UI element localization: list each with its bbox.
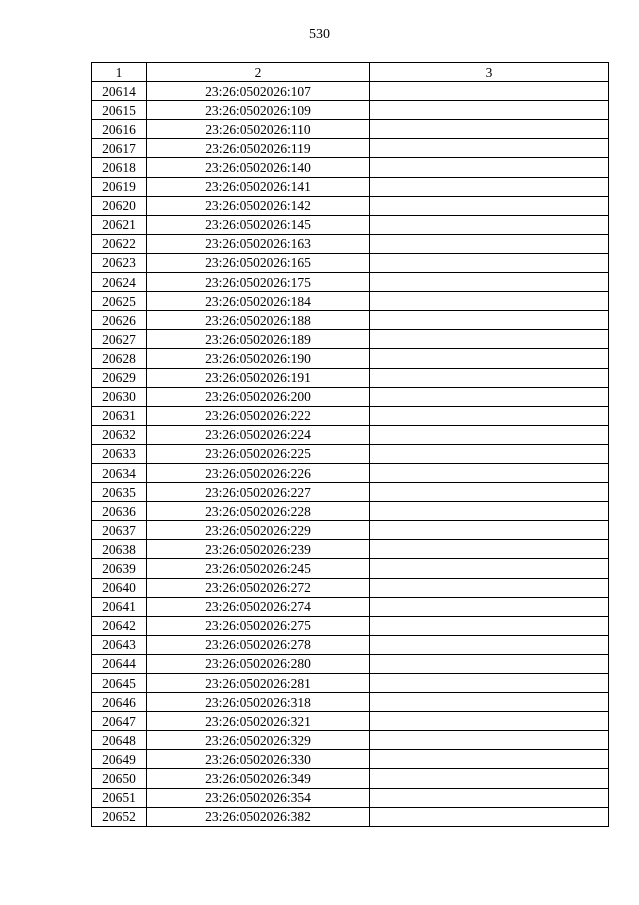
table-row bbox=[92, 559, 609, 578]
row-number-cell: 20623 bbox=[92, 253, 147, 272]
row-number-cell: 20630 bbox=[92, 387, 147, 406]
row-number-cell: 20637 bbox=[92, 521, 147, 540]
note-cell bbox=[370, 502, 609, 521]
cadastral-number-cell: 23:26:0502026:189 bbox=[147, 330, 370, 349]
table-row bbox=[92, 292, 609, 311]
table-row bbox=[92, 425, 609, 444]
cadastral-number-cell: 23:26:0502026:165 bbox=[147, 253, 370, 272]
table-row bbox=[92, 120, 609, 139]
note-cell bbox=[370, 635, 609, 654]
table-row bbox=[92, 177, 609, 196]
row-number-cell: 20615 bbox=[92, 101, 147, 120]
row-number-cell: 20648 bbox=[92, 731, 147, 750]
cadastral-number-cell: 23:26:0502026:190 bbox=[147, 349, 370, 368]
cadastral-number-cell: 23:26:0502026:349 bbox=[147, 769, 370, 788]
table-row bbox=[92, 215, 609, 234]
cadastral-number-cell: 23:26:0502026:142 bbox=[147, 196, 370, 215]
note-cell bbox=[370, 483, 609, 502]
table-row bbox=[92, 616, 609, 635]
note-cell bbox=[370, 101, 609, 120]
table-row bbox=[92, 693, 609, 712]
note-cell bbox=[370, 444, 609, 463]
row-number-cell: 20627 bbox=[92, 330, 147, 349]
cadastral-number-cell: 23:26:0502026:163 bbox=[147, 234, 370, 253]
cadastral-number-cell: 23:26:0502026:228 bbox=[147, 502, 370, 521]
table-row bbox=[92, 807, 609, 826]
note-cell bbox=[370, 597, 609, 616]
row-number-cell: 20620 bbox=[92, 196, 147, 215]
note-cell bbox=[370, 425, 609, 444]
table-row bbox=[92, 463, 609, 482]
cadastral-number-cell: 23:26:0502026:184 bbox=[147, 292, 370, 311]
row-number-cell: 20640 bbox=[92, 578, 147, 597]
row-number-cell: 20638 bbox=[92, 540, 147, 559]
row-number-cell: 20632 bbox=[92, 425, 147, 444]
note-cell bbox=[370, 616, 609, 635]
row-number-cell: 20626 bbox=[92, 311, 147, 330]
row-number-cell: 20618 bbox=[92, 158, 147, 177]
cadastral-number-cell: 23:26:0502026:188 bbox=[147, 311, 370, 330]
cadastral-number-cell: 23:26:0502026:229 bbox=[147, 521, 370, 540]
row-number-cell: 20616 bbox=[92, 120, 147, 139]
cadastral-number-cell: 23:26:0502026:329 bbox=[147, 731, 370, 750]
header-cell-number: 1 bbox=[92, 63, 147, 82]
cadastral-number-cell: 23:26:0502026:280 bbox=[147, 654, 370, 673]
note-cell bbox=[370, 654, 609, 673]
note-cell bbox=[370, 330, 609, 349]
row-number-cell: 20621 bbox=[92, 215, 147, 234]
cadastral-number-cell: 23:26:0502026:275 bbox=[147, 616, 370, 635]
table-row bbox=[92, 158, 609, 177]
table-body bbox=[92, 82, 609, 827]
table-header bbox=[92, 63, 609, 82]
table-row bbox=[92, 273, 609, 292]
note-cell bbox=[370, 674, 609, 693]
note-cell bbox=[370, 463, 609, 482]
note-cell bbox=[370, 234, 609, 253]
table-row bbox=[92, 82, 609, 101]
note-cell bbox=[370, 731, 609, 750]
row-number-cell: 20634 bbox=[92, 463, 147, 482]
row-number-cell: 20650 bbox=[92, 769, 147, 788]
note-cell bbox=[370, 292, 609, 311]
table-row bbox=[92, 502, 609, 521]
note-cell bbox=[370, 196, 609, 215]
row-number-cell: 20628 bbox=[92, 349, 147, 368]
table-row bbox=[92, 387, 609, 406]
cadastral-number-cell: 23:26:0502026:141 bbox=[147, 177, 370, 196]
table-row bbox=[92, 750, 609, 769]
table-row bbox=[92, 444, 609, 463]
table-row bbox=[92, 540, 609, 559]
registry-table bbox=[91, 62, 609, 827]
note-cell bbox=[370, 712, 609, 731]
table-row bbox=[92, 483, 609, 502]
row-number-cell: 20614 bbox=[92, 82, 147, 101]
header-cell-note: 3 bbox=[370, 63, 609, 82]
cadastral-number-cell: 23:26:0502026:239 bbox=[147, 540, 370, 559]
row-number-cell: 20644 bbox=[92, 654, 147, 673]
note-cell bbox=[370, 387, 609, 406]
cadastral-number-cell: 23:26:0502026:140 bbox=[147, 158, 370, 177]
note-cell bbox=[370, 578, 609, 597]
cadastral-number-cell: 23:26:0502026:321 bbox=[147, 712, 370, 731]
table-row bbox=[92, 311, 609, 330]
cadastral-number-cell: 23:26:0502026:278 bbox=[147, 635, 370, 654]
table-row bbox=[92, 139, 609, 158]
row-number-cell: 20643 bbox=[92, 635, 147, 654]
row-number-cell: 20619 bbox=[92, 177, 147, 196]
note-cell bbox=[370, 807, 609, 826]
row-number-cell: 20645 bbox=[92, 674, 147, 693]
note-cell bbox=[370, 750, 609, 769]
table-row bbox=[92, 234, 609, 253]
cadastral-number-cell: 23:26:0502026:382 bbox=[147, 807, 370, 826]
table-row bbox=[92, 578, 609, 597]
cadastral-number-cell: 23:26:0502026:227 bbox=[147, 483, 370, 502]
row-number-cell: 20642 bbox=[92, 616, 147, 635]
cadastral-number-cell: 23:26:0502026:354 bbox=[147, 788, 370, 807]
note-cell bbox=[370, 368, 609, 387]
note-cell bbox=[370, 540, 609, 559]
note-cell bbox=[370, 406, 609, 425]
cadastral-number-cell: 23:26:0502026:274 bbox=[147, 597, 370, 616]
cadastral-number-cell: 23:26:0502026:107 bbox=[147, 82, 370, 101]
header-row bbox=[92, 63, 609, 82]
table-row bbox=[92, 674, 609, 693]
note-cell bbox=[370, 253, 609, 272]
note-cell bbox=[370, 311, 609, 330]
cadastral-number-cell: 23:26:0502026:222 bbox=[147, 406, 370, 425]
note-cell bbox=[370, 158, 609, 177]
row-number-cell: 20624 bbox=[92, 273, 147, 292]
cadastral-number-cell: 23:26:0502026:110 bbox=[147, 120, 370, 139]
cadastral-number-cell: 23:26:0502026:119 bbox=[147, 139, 370, 158]
row-number-cell: 20649 bbox=[92, 750, 147, 769]
row-number-cell: 20639 bbox=[92, 559, 147, 578]
table-row bbox=[92, 368, 609, 387]
cadastral-number-cell: 23:26:0502026:330 bbox=[147, 750, 370, 769]
cadastral-number-cell: 23:26:0502026:318 bbox=[147, 693, 370, 712]
cadastral-number-cell: 23:26:0502026:224 bbox=[147, 425, 370, 444]
row-number-cell: 20625 bbox=[92, 292, 147, 311]
table-row bbox=[92, 330, 609, 349]
cadastral-number-cell: 23:26:0502026:281 bbox=[147, 674, 370, 693]
note-cell bbox=[370, 82, 609, 101]
row-number-cell: 20631 bbox=[92, 406, 147, 425]
table-row bbox=[92, 349, 609, 368]
table-row bbox=[92, 731, 609, 750]
table-row bbox=[92, 654, 609, 673]
row-number-cell: 20646 bbox=[92, 693, 147, 712]
row-number-cell: 20633 bbox=[92, 444, 147, 463]
table-row bbox=[92, 521, 609, 540]
note-cell bbox=[370, 559, 609, 578]
row-number-cell: 20617 bbox=[92, 139, 147, 158]
cadastral-number-cell: 23:26:0502026:191 bbox=[147, 368, 370, 387]
note-cell bbox=[370, 693, 609, 712]
note-cell bbox=[370, 521, 609, 540]
note-cell bbox=[370, 273, 609, 292]
table-row bbox=[92, 769, 609, 788]
table-row bbox=[92, 788, 609, 807]
cadastral-number-cell: 23:26:0502026:226 bbox=[147, 463, 370, 482]
row-number-cell: 20647 bbox=[92, 712, 147, 731]
table-row bbox=[92, 253, 609, 272]
cadastral-number-cell: 23:26:0502026:145 bbox=[147, 215, 370, 234]
page-number: 530 bbox=[309, 27, 330, 42]
cadastral-number-cell: 23:26:0502026:245 bbox=[147, 559, 370, 578]
note-cell bbox=[370, 349, 609, 368]
table-row bbox=[92, 712, 609, 731]
note-cell bbox=[370, 139, 609, 158]
table-row bbox=[92, 196, 609, 215]
note-cell bbox=[370, 120, 609, 139]
note-cell bbox=[370, 177, 609, 196]
row-number-cell: 20636 bbox=[92, 502, 147, 521]
row-number-cell: 20629 bbox=[92, 368, 147, 387]
cadastral-number-cell: 23:26:0502026:272 bbox=[147, 578, 370, 597]
cadastral-number-cell: 23:26:0502026:175 bbox=[147, 273, 370, 292]
cadastral-number-cell: 23:26:0502026:225 bbox=[147, 444, 370, 463]
row-number-cell: 20652 bbox=[92, 807, 147, 826]
table-row bbox=[92, 101, 609, 120]
row-number-cell: 20651 bbox=[92, 788, 147, 807]
table-row bbox=[92, 597, 609, 616]
cadastral-number-cell: 23:26:0502026:109 bbox=[147, 101, 370, 120]
row-number-cell: 20622 bbox=[92, 234, 147, 253]
table-row bbox=[92, 406, 609, 425]
row-number-cell: 20635 bbox=[92, 483, 147, 502]
header-cell-cadastral-number: 2 bbox=[147, 63, 370, 82]
row-number-cell: 20641 bbox=[92, 597, 147, 616]
note-cell bbox=[370, 788, 609, 807]
cadastral-number-cell: 23:26:0502026:200 bbox=[147, 387, 370, 406]
note-cell bbox=[370, 769, 609, 788]
note-cell bbox=[370, 215, 609, 234]
table-row bbox=[92, 635, 609, 654]
